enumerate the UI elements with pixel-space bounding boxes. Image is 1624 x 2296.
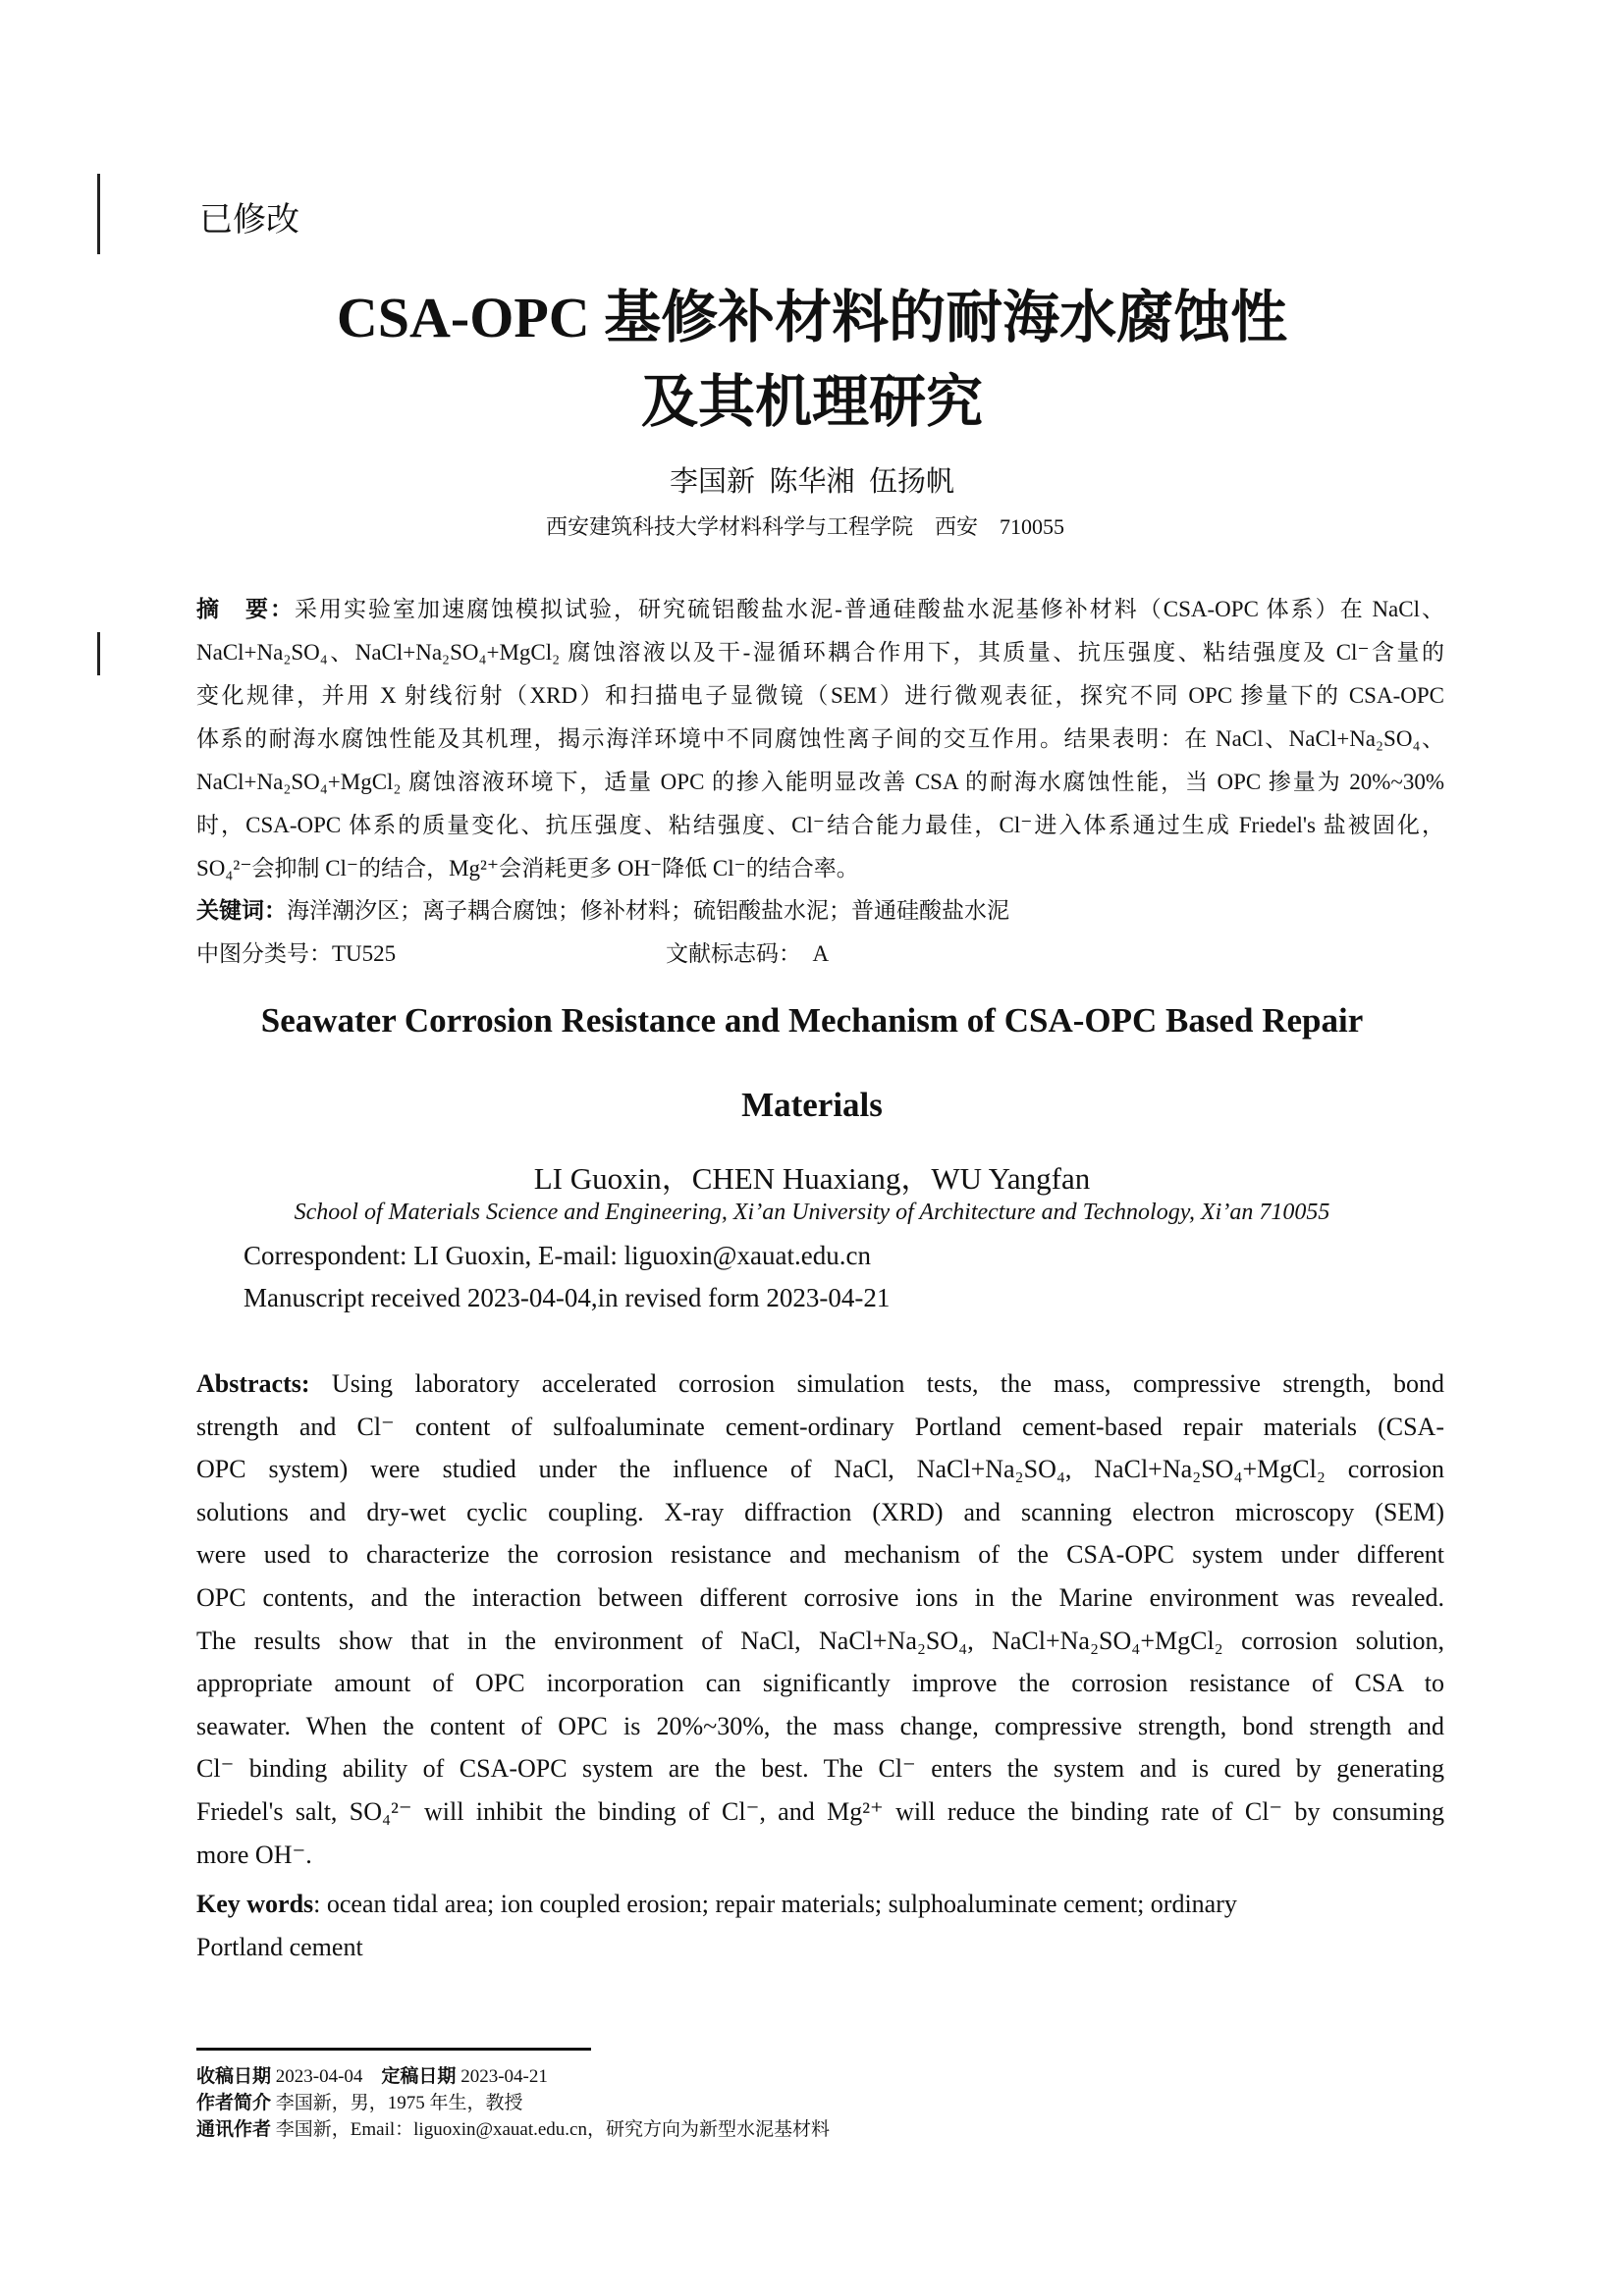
authors-en: LI Guoxin，CHEN Huaxiang，WU Yangfan bbox=[533, 1161, 1091, 1196]
keywords-en bbox=[196, 1889, 1444, 1920]
title-en-line2: Materials bbox=[741, 1086, 883, 1124]
affiliation-cn: 西安建筑科技大学材料科学与工程学院 西安 710055 bbox=[546, 514, 1065, 539]
revision-bar bbox=[97, 632, 100, 675]
received-date: 2023-04-04 bbox=[275, 2066, 363, 2087]
title-cn-line2: 及其机理研究 bbox=[640, 370, 983, 434]
keywords-en-label: Key words bbox=[196, 1890, 314, 1918]
footnote-corresponding bbox=[196, 2118, 830, 2142]
accepted-date: 2023-04-21 bbox=[460, 2066, 548, 2087]
keywords-en-text: Portland cement bbox=[196, 1933, 363, 1961]
keywords-cn bbox=[196, 896, 1444, 926]
keywords-cn-label: 关键词： bbox=[196, 898, 287, 923]
abstract-en-line: OPC system) were studied under the influence of NaCl, NaCl+Na₂SO₄, NaCl+Na₂SO₄+MgCl₂ corrosion bbox=[196, 1455, 1444, 1483]
accepted-label: 定稿日期 bbox=[381, 2066, 457, 2087]
abstract-en-line: more OH⁻. bbox=[196, 1841, 312, 1869]
abstract-en-line: appropriate amount of OPC incorporation can significantly improve the corrosion resistance of CSA to bbox=[196, 1669, 1444, 1697]
abstract-en-line: The results show that in the environment of NaCl, NaCl+Na₂SO₄, NaCl+Na₂SO₄+MgCl₂ corrosion solution, bbox=[196, 1627, 1444, 1655]
footnote-bio bbox=[196, 2092, 523, 2115]
abstract-cn-line: NaCl+Na₂SO₄、NaCl+Na₂SO₄+MgCl₂ 腐蚀溶液以及干-湿循环耦合作用下，其质量、抗压强度、粘结强度及 Cl⁻含量的 bbox=[196, 640, 1444, 665]
revision-mark: 已修改 bbox=[199, 202, 299, 239]
abstract-cn-line: 体系的耐海水腐蚀性能及其机理，揭示海洋环境中不同腐蚀性离子间的交互作用。结果表明：在 NaCl、NaCl+Na₂SO₄、 bbox=[196, 726, 1444, 751]
abstract-en-line: seawater. When the content of OPC is 20%~30%, the mass change, compressive strength, bond strength and bbox=[196, 1712, 1444, 1740]
abstract-cn-line: 变化规律，并用 X 射线衍射（XRD）和扫描电子显微镜（SEM）进行微观表征，探究不同 OPC 掺量下的 CSA-OPC bbox=[196, 683, 1444, 708]
abstract-en-line: were used to characterize the corrosion resistance and mechanism of the CSA-OPC system under different bbox=[196, 1540, 1444, 1569]
abstract-en-line: Using laboratory accelerated corrosion simulation tests, the mass, compressive strength, bond bbox=[309, 1369, 1444, 1398]
clc-number: 中图分类号：TU525 bbox=[196, 941, 397, 966]
abstract-cn-line: NaCl+Na₂SO₄+MgCl₂ 腐蚀溶液环境下，适量 OPC 的掺入能明显改善 CSA 的耐海水腐蚀性能，当 OPC 掺量为 20%~30% bbox=[196, 770, 1444, 794]
abstract-cn-line: 采用实验室加速腐蚀模拟试验，研究硫铝酸盐水泥-普通硅酸盐水泥基修补材料（CSA-OPC 体系）在 NaCl、 bbox=[295, 597, 1444, 621]
abstract-cn-label: 摘 要： bbox=[196, 597, 296, 621]
abstract-en-line: Cl⁻ binding ability of CSA-OPC system are the best. The Cl⁻ enters the system and is cured by generating bbox=[196, 1754, 1444, 1783]
abstract-cn-line: SO₄²⁻会抑制 Cl⁻的结合，Mg²⁺会消耗更多 OH⁻降低 Cl⁻的结合率。 bbox=[196, 856, 859, 881]
footnote-dates bbox=[196, 2065, 548, 2089]
bio-label: 作者简介 bbox=[196, 2093, 272, 2113]
abstract-en-line: Friedel's salt, SO₄²⁻ will inhibit the binding of Cl⁻, and Mg²⁺ will reduce the binding rate of Cl⁻ by consuming bbox=[196, 1797, 1444, 1826]
abstract-en-line: solutions and dry-wet cyclic coupling. X-ray diffraction (XRD) and scanning electron microscopy (SEM) bbox=[196, 1498, 1444, 1526]
abstract-en-line: OPC contents, and the interaction between different corrosive ions in the Marine environment was revealed. bbox=[196, 1583, 1444, 1612]
keywords-cn-text: 海洋潮汐区；离子耦合腐蚀；修补材料；硫铝酸盐水泥；普通硅酸盐水泥 bbox=[287, 898, 1009, 923]
abstract-cn-line: 时，CSA-OPC 体系的质量变化、抗压强度、粘结强度、Cl⁻结合能力最佳，Cl⁻进入体系通过生成 Friedel's 盐被固化， bbox=[196, 813, 1444, 837]
corr-label: 通讯作者 bbox=[196, 2119, 272, 2140]
correspondent: Correspondent: LI Guoxin, E-mail: liguoxin@xauat.edu.cn bbox=[244, 1241, 871, 1270]
received-label: 收稿日期 bbox=[196, 2066, 272, 2087]
authors-cn: 李国新 陈华湘 伍扬帆 bbox=[669, 466, 954, 498]
title-en-line1: Seawater Corrosion Resistance and Mechanism of CSA-OPC Based Repair bbox=[260, 1001, 1364, 1040]
bio-text: 李国新，男，1975 年生，教授 bbox=[275, 2093, 523, 2113]
affiliation-en: School of Materials Science and Engineering, Xi’an University of Architecture and Technology, Xi’an 710055 bbox=[294, 1200, 1330, 1225]
corr-text: 李国新，Email：liguoxin@xauat.edu.cn，研究方向为新型水泥基材料 bbox=[275, 2119, 830, 2140]
abstract-en-line: strength and Cl⁻ content of sulfoaluminate cement-ordinary Portland cement-based repair materials (CSA- bbox=[196, 1413, 1444, 1441]
manuscript-dates: Manuscript received 2023-04-04,in revised form 2023-04-21 bbox=[244, 1283, 891, 1312]
footnote-divider bbox=[196, 2048, 591, 2051]
revision-bar bbox=[97, 174, 100, 254]
title-cn-line1: CSA-OPC 基修补材料的耐海水腐蚀性 bbox=[336, 286, 1288, 349]
document-code: 文献标志码： A bbox=[666, 941, 830, 966]
abstract-en-label: Abstracts: bbox=[196, 1369, 310, 1398]
keywords-en-text: : ocean tidal area; ion coupled erosion; repair materials; sulphoaluminate cement; ordinary bbox=[313, 1890, 1237, 1918]
